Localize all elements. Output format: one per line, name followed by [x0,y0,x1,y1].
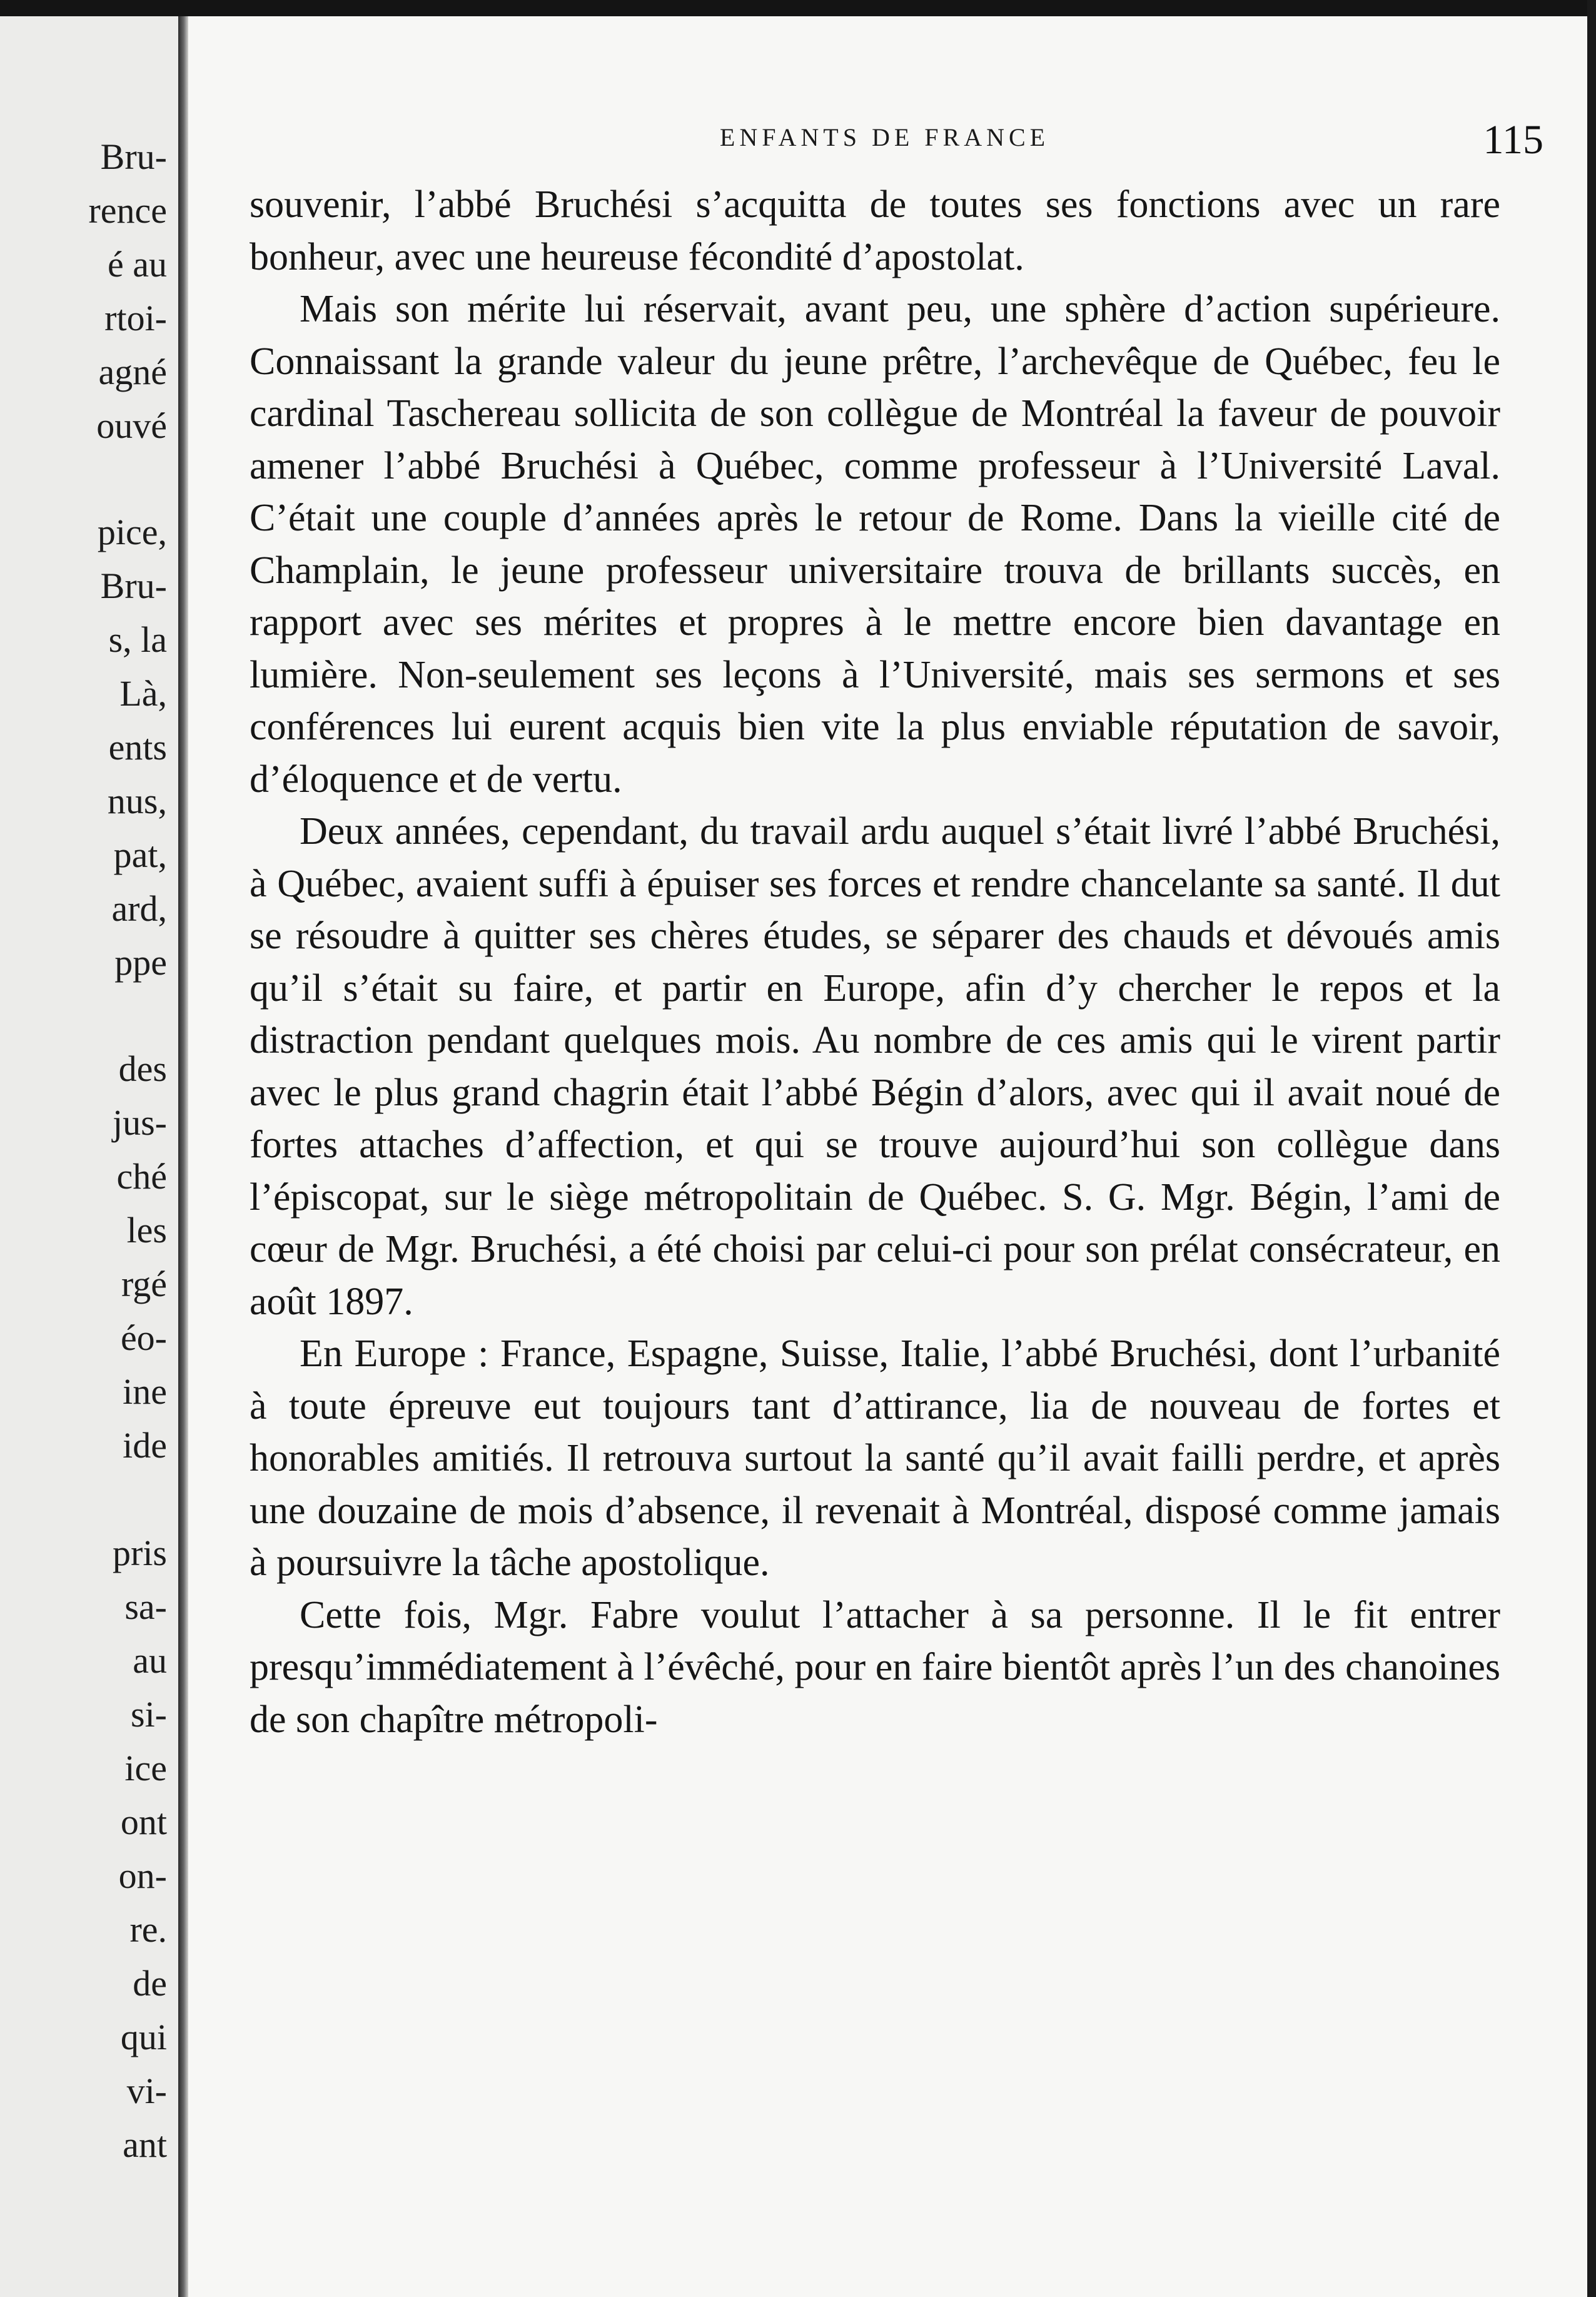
margin-fragment: si- [131,1694,167,1735]
margin-fragment: jus- [113,1102,167,1143]
margin-fragment: ine [123,1371,167,1412]
margin-fragment: ché [116,1156,167,1197]
margin-fragment: ents [108,727,167,768]
margin-fragment: vi- [126,2071,167,2111]
page-number: 115 [1483,117,1543,163]
margin-fragment: ont [120,1802,167,1842]
margin-fragment: Bru- [100,136,167,177]
margin-fragment: Bru- [100,565,167,606]
scan-top-border [0,0,1596,16]
margin-fragment: nus, [107,781,167,821]
margin-fragment: les [126,1210,167,1250]
margin-fragment: de [133,1963,167,2004]
margin-fragment: s, la [108,619,167,660]
paragraph: Deux années, cependant, du travail ardu auquel s’était livré l’abbé Bruchési, à Québec, avaient suffi à épuiser ses forces et rendre chancelante sa santé. Il dut se résoudre à quitter ses chères études, se séparer des chauds et dévoués amis qu’il s’était su faire, et partir en Europe, afin d’y chercher le repos et la distraction pendant quelques mois. Au nombre de ces amis qui le virent partir avec le plus grand chagrin était l’abbé Bégin d’alors, avec qui il avait noué de fortes attaches d’affection, et qui se trouve aujourd’hui son collègue dans l’épiscopat, sur le siège métropolitain de Québec. S. G. Mgr. Bégin, l’ami de cœur de Mgr. Bruchési, a été choisi par celui-ci pour son prélat consécrateur, en août 1897. [250,810,1500,1323]
paragraph: Cette fois, Mgr. Fabre voulut l’attacher à sa personne. Il le fit entrer presqu’immédiatement à l’évêché, pour en faire bientôt après l’un des chanoines de son chapître métropoli- [250,1593,1500,1741]
margin-fragment: sa- [124,1586,167,1627]
page-header [226,116,1543,166]
paragraph: Mais son mérite lui réservait, avant peu, une sphère d’action supérieure. Connaissant la grande valeur du jeune prêtre, l’archevêque de Québec, feu le cardinal Taschereau sollicita de son collègue de Montréal la faveur de pouvoir amener l’abbé Bruchési à Québec, comme professeur à l’Université Laval. C’était une couple d’années après le retour de Rome. Dans la vieille cité de Champlain, le jeune professeur universitaire trouva de brillants succès, en rapport avec ses mérites et propres à le mettre encore bien davantage en lumière. Non-seulement ses leçons à l’Université, mais ses sermons et ses conférences lui eurent acquis bien vite la plus enviable réputation de savoir, d’éloquence et de vertu. [250,288,1500,801]
margin-fragment: ppe [114,942,167,983]
margin-fragment: ant [123,2124,167,2165]
margin-fragment: agné [98,352,167,392]
margin-fragment: pice, [97,512,167,552]
margin-fragment: qui [120,2017,167,2057]
margin-fragment: rtoi- [104,298,167,338]
margin-fragment: re. [129,1909,167,1950]
body-text [250,179,1500,1746]
margin-fragment: rgé [121,1264,167,1304]
margin-fragment: Là, [119,673,167,714]
margin-fragment: ice [124,1748,167,1788]
margin-fragment: pat, [113,834,167,875]
margin-fragment: ouvé [96,405,167,446]
running-title: ENFANTS DE FRANCE [719,123,1050,151]
paragraph: souvenir, l’abbé Bruchési s’acquitta de toutes ses fonctions avec un rare bonheur, avec une heureuse fécondité d’apostolat. [250,183,1500,278]
paragraph: En Europe : France, Espagne, Suisse, Italie, l’abbé Bruchési, dont l’urbanité à toute épreuve eut toujours tant d’attirance, lia de nouveau de fortes et honorables amitiés. Il retrouva surtout la santé qu’il avait failli perdre, et après une douzaine de mois d’absence, il revenait à Montréal, disposé comme jamais à poursuivre la tâche apostolique. [250,1332,1500,1584]
book-page [188,16,1587,2297]
margin-fragment: des [118,1048,167,1089]
margin-fragment: on- [118,1855,167,1896]
margin-fragment: pris [113,1533,167,1573]
book-gutter [178,16,188,2297]
margin-fragment: ide [123,1425,167,1466]
scan-right-border [1587,0,1596,2297]
margin-fragment: é au [108,244,167,285]
margin-fragment: rence [88,190,167,231]
facing-page-edge [0,16,178,2297]
margin-fragment: ard, [111,888,167,929]
margin-fragment: éo- [120,1317,167,1358]
margin-fragment: au [133,1640,167,1681]
